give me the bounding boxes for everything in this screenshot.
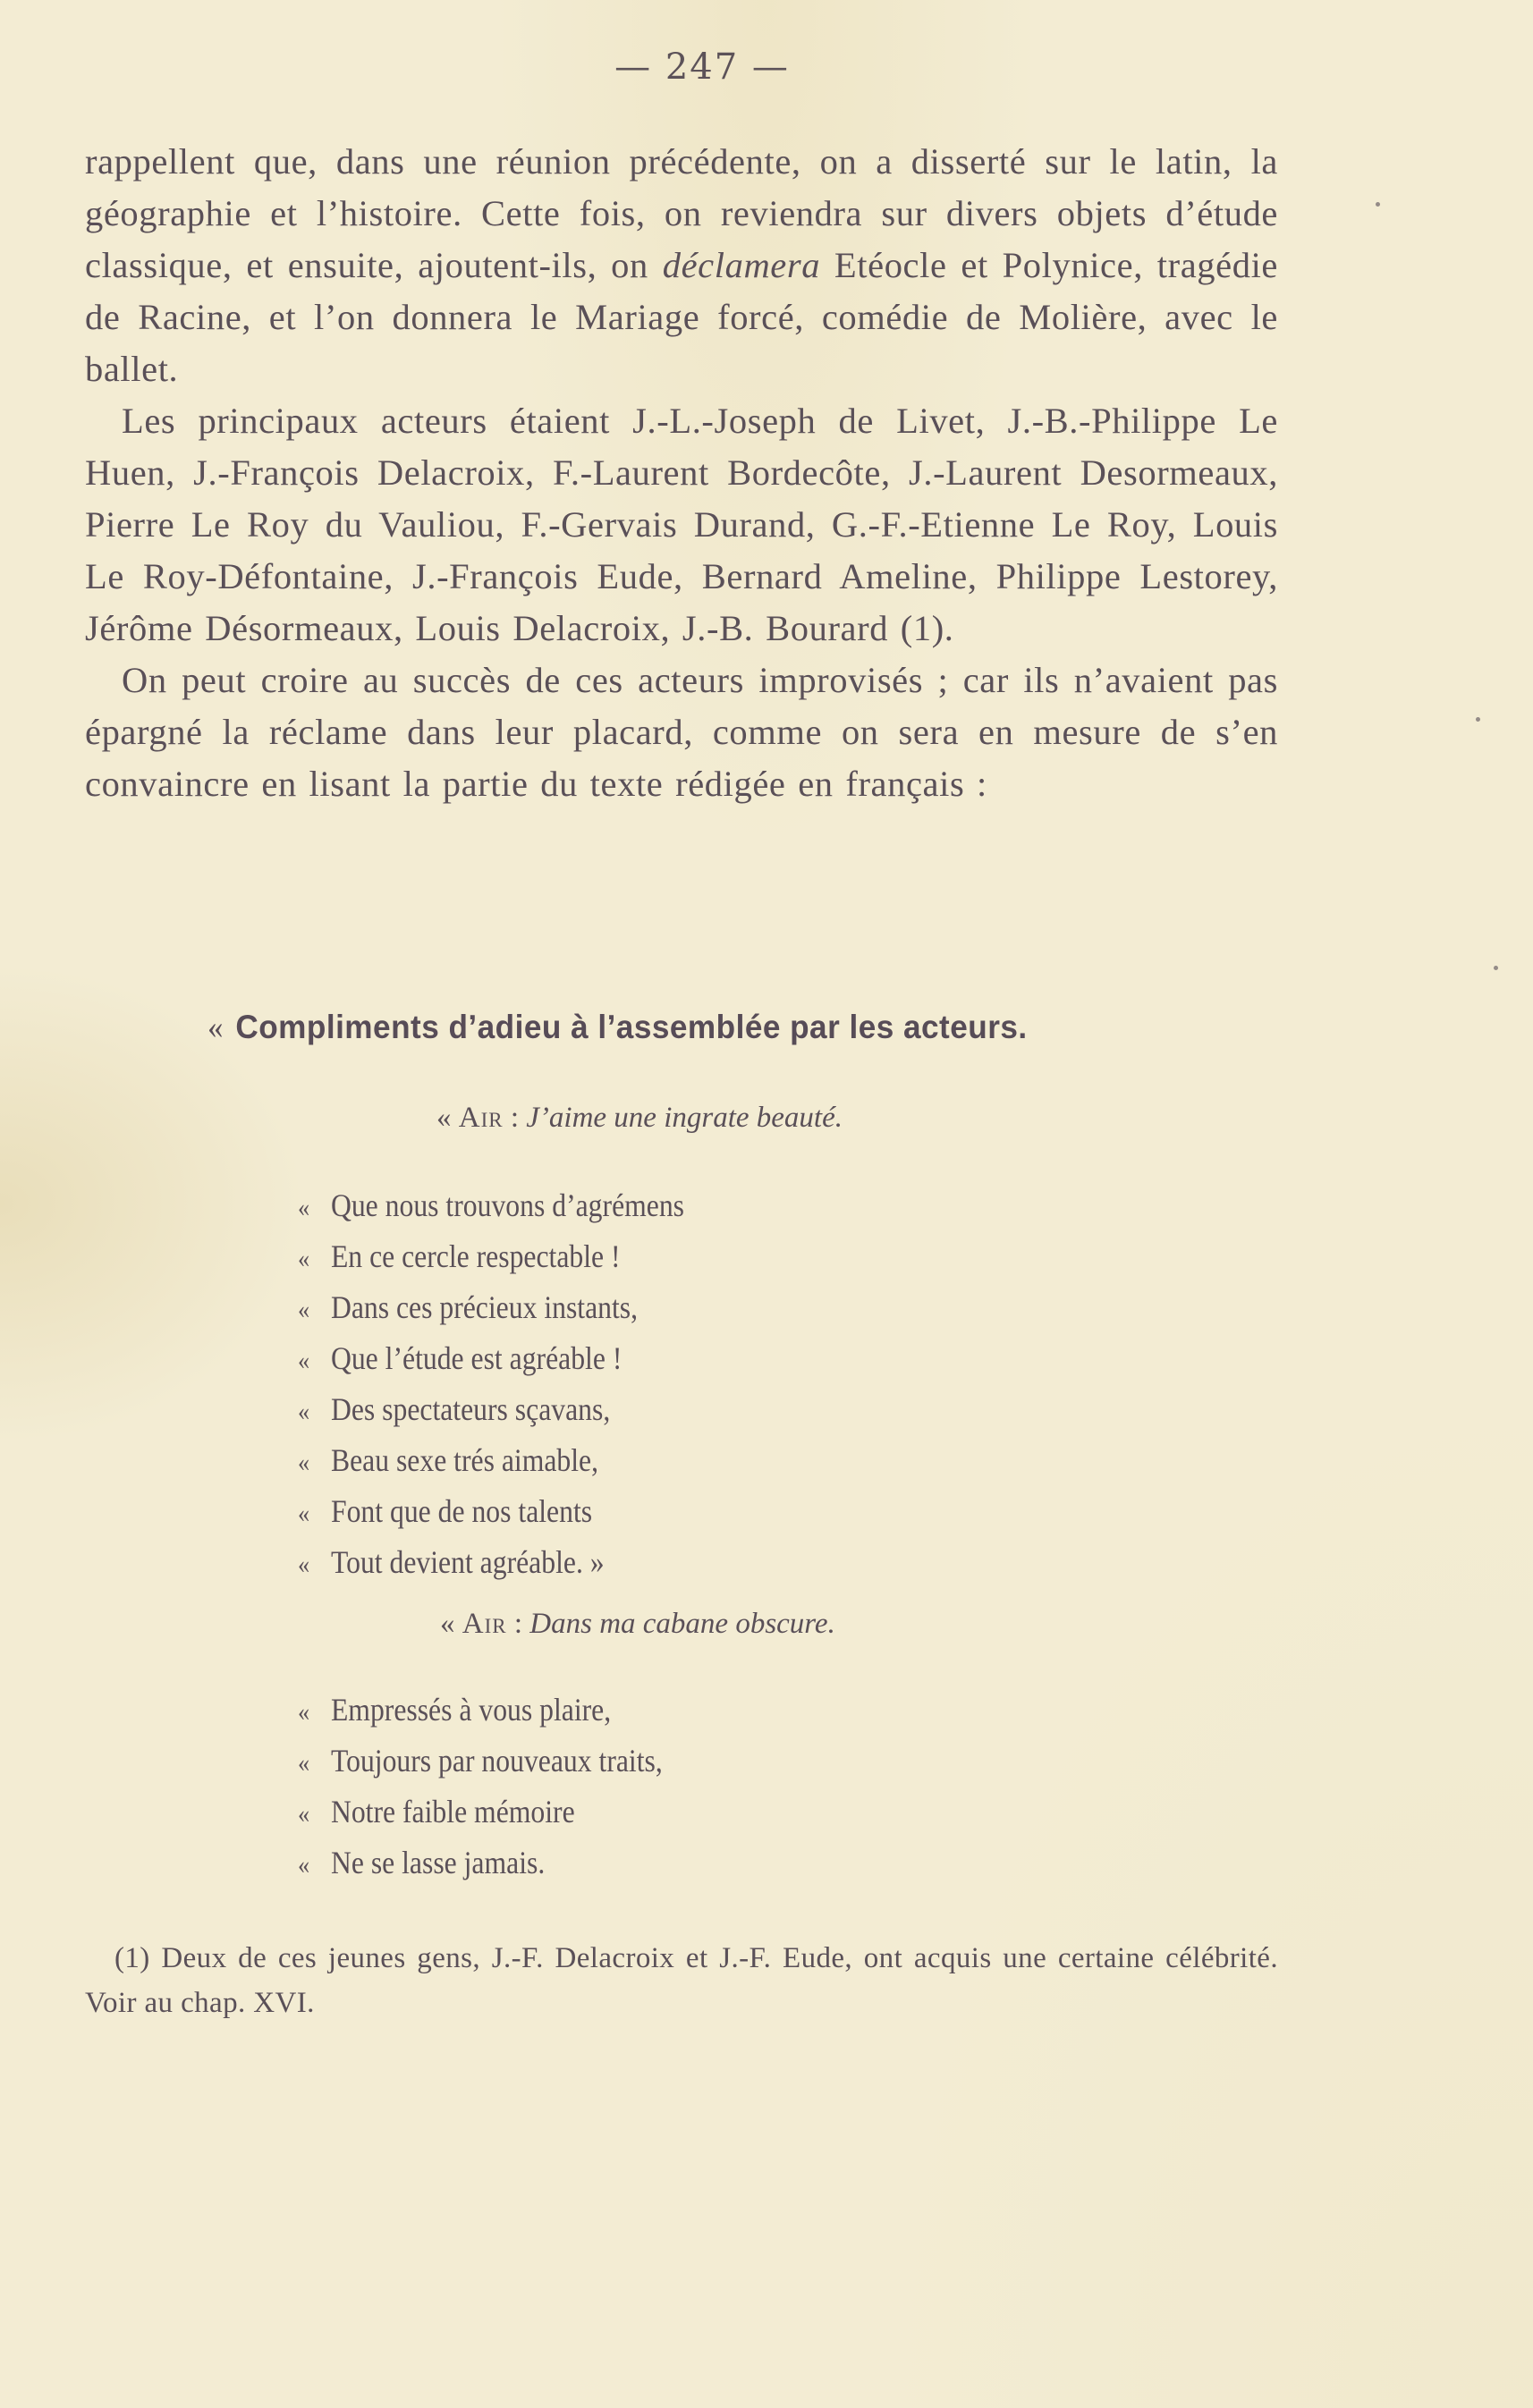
footnote-text: (1) Deux de ces jeunes gens, J.-F. Delacroix et J.-F. Eude, ont acquis une certaine célébrité. Voir au chap. XVI.: [85, 1942, 1278, 2019]
paragraph-1-text-b: Etéocle et Polynice, tragédie de Racine, et l’on donnera le Mariage forcé, comédie de Molière, avec le ballet.: [85, 245, 1278, 389]
page-number: — 247 —: [614, 46, 790, 88]
line-quote: «: [298, 1346, 310, 1375]
air-1-song-title: J’aime une ingrate beauté.: [526, 1102, 843, 1134]
verse-line: [298, 1334, 684, 1385]
line-quote: «: [298, 1499, 310, 1528]
line-quote: «: [298, 1550, 310, 1579]
footnote: [85, 1936, 1278, 2025]
verse-line: [298, 1736, 663, 1787]
air-2-quote: «: [440, 1608, 455, 1640]
line-text: En ce cercle respectable !: [330, 1238, 621, 1274]
verse-line: [298, 1436, 684, 1487]
line-text: Beau sexe trés aimable,: [330, 1442, 599, 1478]
verse-block-1: [298, 1181, 684, 1589]
verse-line: [298, 1232, 684, 1283]
line-quote: «: [298, 1448, 310, 1477]
line-quote: «: [298, 1397, 310, 1426]
poem-heading: [208, 1009, 1028, 1047]
line-quote: «: [298, 1697, 310, 1727]
line-quote: «: [298, 1799, 310, 1829]
line-quote: «: [298, 1748, 310, 1778]
line-text: Empressés à vous plaire,: [330, 1692, 612, 1728]
verse-line: [298, 1181, 684, 1232]
line-text: Tout devient agréable. »: [330, 1544, 605, 1580]
paper-speck: [1476, 717, 1480, 722]
italic-word: déclamera: [662, 245, 821, 285]
air-1-quote: «: [436, 1102, 452, 1134]
verse-line: [298, 1487, 684, 1538]
air-2-label: Air: [462, 1608, 507, 1640]
line-text: Font que de nos talents: [330, 1493, 593, 1529]
line-text: Des spectateurs sçavans,: [330, 1391, 611, 1427]
paragraph-3: On peut croire au succès de ces acteurs improvisés ; car ils n’avaient pas épargné la réclame dans leur placard, comme on sera en mesure de s’en convaincre en lisant la partie du texte rédigée en français :: [85, 660, 1278, 804]
verse-line: [298, 1787, 663, 1838]
verse-line: [298, 1538, 684, 1589]
verse-line: [298, 1686, 663, 1736]
air-1-label: Air: [458, 1102, 504, 1134]
line-quote: «: [298, 1850, 310, 1880]
paper-speck: [1376, 202, 1380, 207]
line-text: Notre faible mémoire: [330, 1794, 575, 1829]
line-quote: «: [298, 1193, 310, 1222]
air-title-2: [440, 1608, 835, 1641]
verse-line: [298, 1838, 663, 1889]
verse-line: [298, 1283, 684, 1334]
air-1-separator: :: [503, 1102, 527, 1134]
verse-block-2: [298, 1686, 663, 1889]
line-text: Ne se lasse jamais.: [330, 1845, 546, 1880]
line-text: Dans ces précieux instants,: [330, 1289, 639, 1325]
air-2-song-title: Dans ma cabane obscure.: [529, 1608, 835, 1640]
body-text: [85, 136, 1278, 810]
line-quote: «: [298, 1244, 310, 1273]
paragraph-1-text-a: rappellent que, dans une réunion précédente, on a disserté sur le latin, la géographie et l’histoire. Cette fois, on reviendra sur divers objets d’étude classique, et ensuite, ajoutent-ils, on: [85, 141, 1278, 285]
line-text: Que l’étude est agréable !: [330, 1340, 623, 1376]
paper-speck: [1494, 966, 1498, 970]
air-title-1: [436, 1102, 843, 1135]
verse-line: [298, 1385, 684, 1436]
heading-quote: «: [208, 1010, 224, 1046]
line-text: Que nous trouvons d’agrémens: [330, 1187, 685, 1223]
heading-text: Compliments d’adieu à l’assemblée par les acteurs.: [235, 1009, 1028, 1045]
line-text: Toujours par nouveaux traits,: [330, 1743, 663, 1779]
paragraph-2: Les principaux acteurs étaient J.-L.-Joseph de Livet, J.-B.-Philippe Le Huen, J.-François Delacroix, F.-Laurent Bordecôte, J.-Laurent Desormeaux, Pierre Le Roy du Vauliou, F.-Gervais Durand, G.-F.-Etienne Le Roy, Louis Le Roy-Défontaine, J.-François Eude, Bernard Ameline, Philippe Lestorey, Jérôme Désormeaux, Louis Delacroix, J.-B. Bourard (1).: [85, 401, 1278, 648]
line-quote: «: [298, 1295, 310, 1324]
air-2-separator: :: [506, 1608, 530, 1640]
paragraph-1: [85, 136, 1278, 395]
